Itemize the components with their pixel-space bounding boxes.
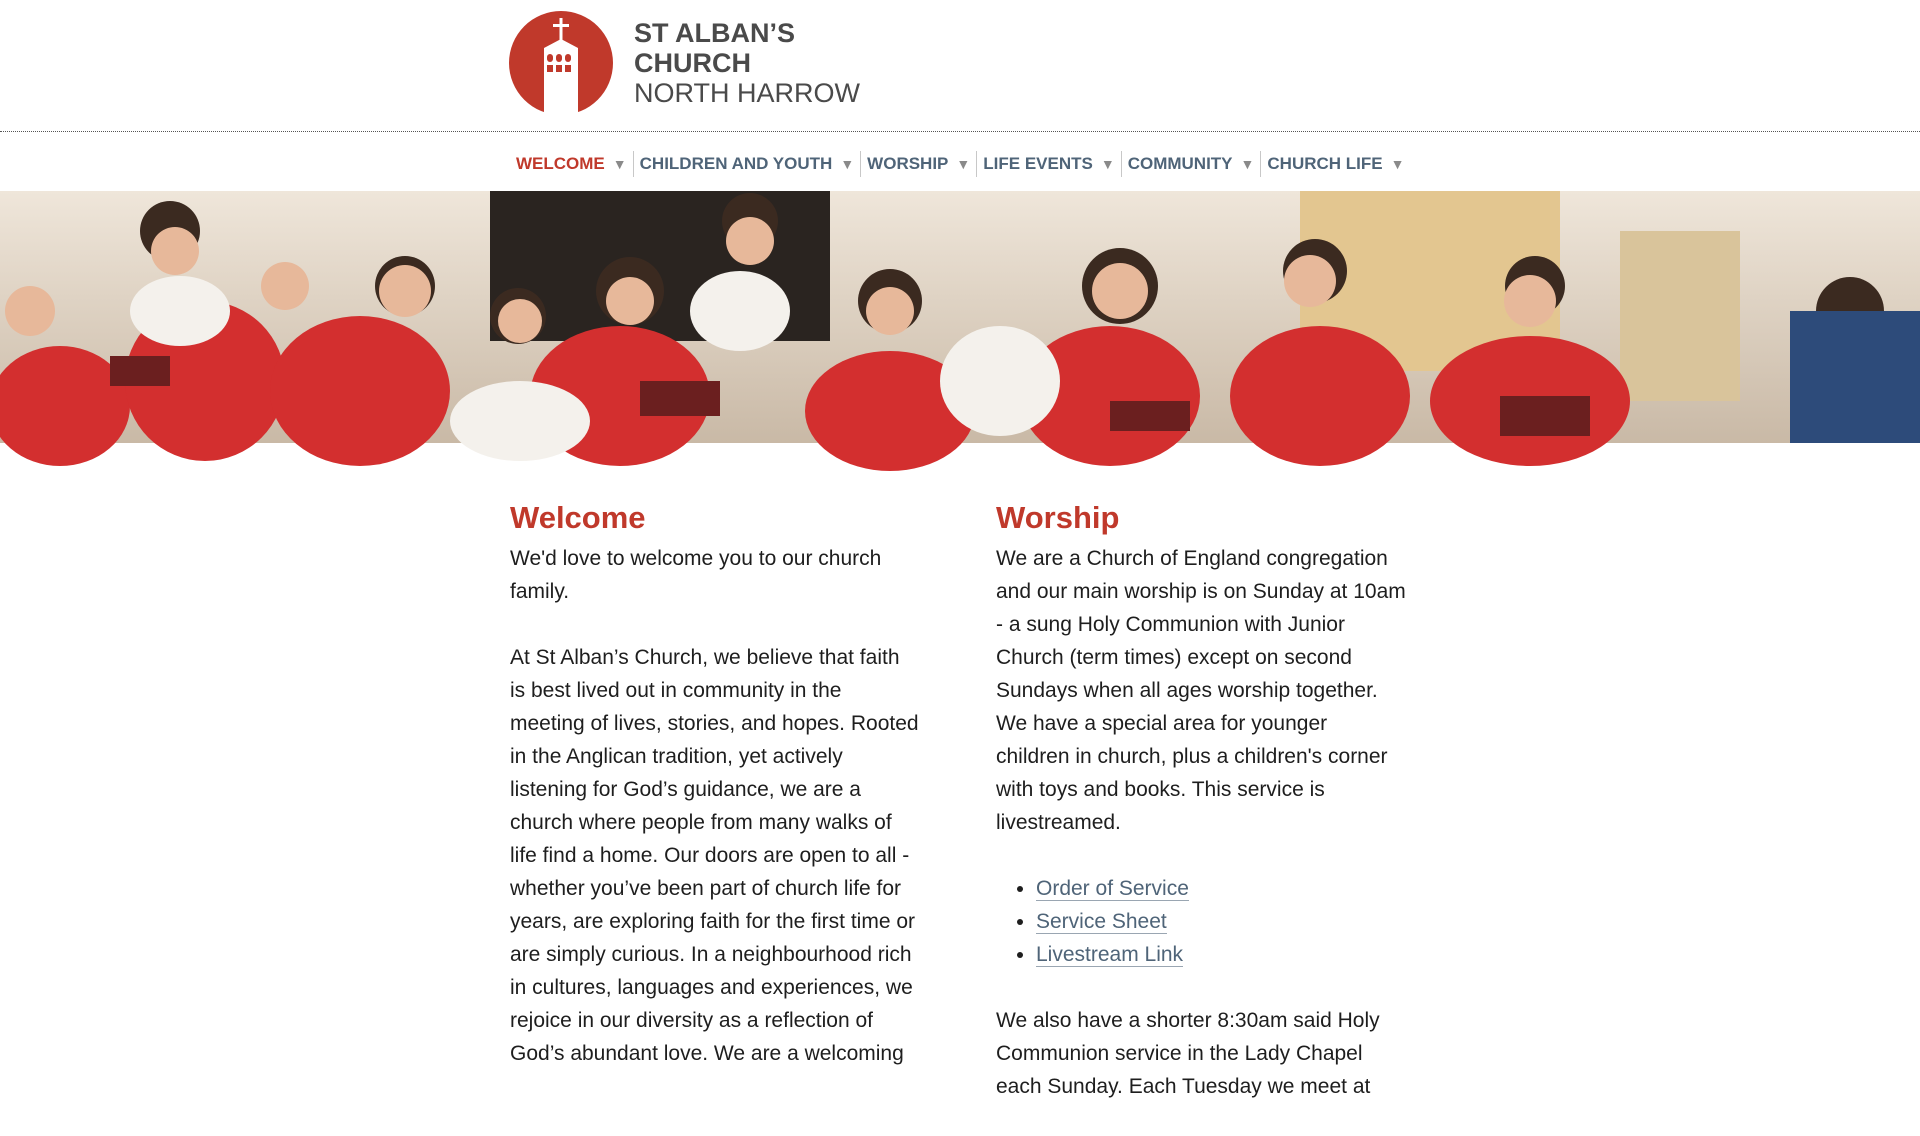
choir-photo (0, 191, 1920, 443)
welcome-body: At St Alban’s Church, we believe that faith is best lived out in community in the meeting of lives, stories, and hopes. Rooted in the Anglican tradition, yet actively listening for God’s guidance, we are a church where people from many walks of life find a home. Our doors are open to all - whether you’ve been part of church life for years, are exploring faith for the first time or are simply curious. In a neighbourhood rich in cultures, languages and experiences, we rejoice in our diversity as a reflection of God’s abundant love. We are a welcoming (510, 646, 919, 1065)
list-item (1036, 905, 1406, 938)
welcome-intro: We'd love to welcome you to our church family. (510, 547, 882, 603)
triangle-down-icon[interactable]: ▼ (840, 156, 855, 172)
nav-item-welcome[interactable] (510, 150, 633, 178)
triangle-down-icon[interactable]: ▼ (956, 156, 971, 172)
worship-section (996, 496, 1406, 1136)
nav-item-community[interactable] (1122, 150, 1261, 178)
site-title (634, 18, 860, 108)
nav-item-worship[interactable] (861, 150, 976, 178)
hero-banner-image (0, 191, 1920, 443)
livestream-link[interactable]: Livestream Link (1036, 943, 1184, 966)
order-of-service-link[interactable]: Order of Service (1036, 877, 1189, 900)
header-divider (0, 131, 1920, 132)
nav-label: WELCOME (516, 154, 605, 173)
nav-label: LIFE EVENTS (983, 154, 1093, 173)
nav-label: COMMUNITY (1127, 154, 1233, 173)
nav-label: CHILDREN AND YOUTH (639, 154, 833, 173)
site-name-line1: ST ALBAN’S (634, 18, 795, 48)
nav-label: CHURCH LIFE (1267, 154, 1383, 173)
home-logo-link[interactable] (508, 10, 860, 116)
triangle-down-icon[interactable]: ▼ (612, 156, 627, 172)
welcome-heading: Welcome (510, 500, 646, 535)
nav-item-children-and-youth[interactable] (634, 150, 861, 178)
nav-item-life-events[interactable] (977, 150, 1120, 178)
nav-item-church-life[interactable] (1261, 150, 1410, 178)
main-nav (510, 148, 1410, 180)
triangle-down-icon[interactable]: ▼ (1100, 156, 1115, 172)
site-name-line3: NORTH HARROW (634, 78, 860, 108)
triangle-down-icon[interactable]: ▼ (1240, 156, 1255, 172)
worship-more: We also have a shorter 8:30am said Holy Communion service in the Lady Chapel each Sunday. Each Tuesday we meet at (996, 1009, 1380, 1098)
welcome-section (510, 496, 920, 1103)
triangle-down-icon[interactable]: ▼ (1390, 156, 1405, 172)
list-item (1036, 872, 1406, 905)
site-name-line2: CHURCH (634, 48, 751, 78)
nav-label: WORSHIP (867, 154, 949, 173)
worship-heading: Worship (996, 500, 1120, 535)
church-logo-icon (508, 10, 614, 116)
worship-intro: We are a Church of England congregation and our main worship is on Sunday at 10am - a sung Holy Communion with Junior Church (term times) except on second Sundays when all ages worship together. We have a special area for younger children in church, plus a children's corner with toys and books. This service is livestreamed. (996, 547, 1406, 834)
service-sheet-link[interactable]: Service Sheet (1036, 910, 1167, 933)
site-header (0, 0, 1920, 132)
list-item (1036, 938, 1406, 971)
worship-links-list (1036, 872, 1406, 971)
